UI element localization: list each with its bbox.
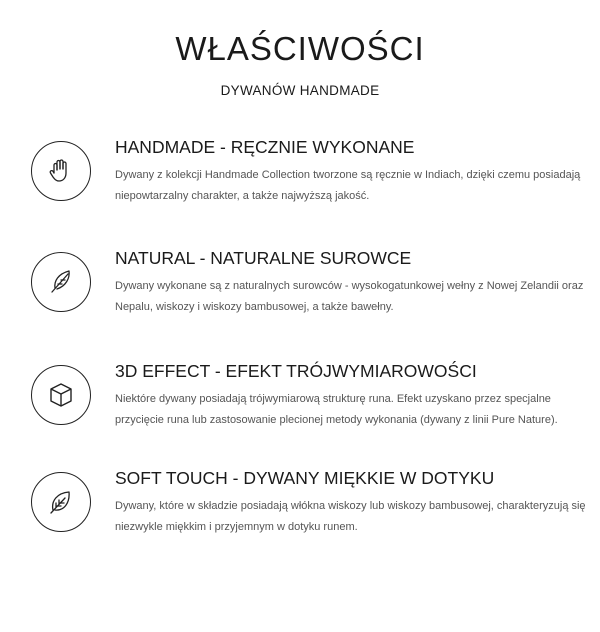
feature-description: Dywany wykonane są z naturalnych surowców - wysokogatunkowej wełny z Nowej Zelandii oraz Nepalu, wiskozy i wiskozy bambusowej, a także bawełny. bbox=[115, 280, 584, 313]
page-title: WŁAŚCIWOŚCI bbox=[175, 30, 425, 67]
feature-title: NATURAL - NATURALNE SUROWCE bbox=[115, 248, 412, 268]
feature-description: Niektóre dywany posiadają trójwymiarową strukturę runa. Efekt uzyskano przez specjalne przycięcie runa lub zastosowanie plecionej metody wykonania (dywany z linii Pure Nature). bbox=[115, 393, 558, 426]
feather-icon bbox=[31, 252, 91, 312]
hand-icon bbox=[31, 141, 91, 201]
feature-title: SOFT TOUCH - DYWANY MIĘKKIE W DOTYKU bbox=[115, 468, 495, 488]
feature-item-soft-touch bbox=[31, 468, 591, 552]
cube-icon bbox=[31, 365, 91, 425]
page-subtitle: DYWANÓW HANDMADE bbox=[220, 83, 380, 98]
feature-description: Dywany, które w składzie posiadają włókna wiskozy lub wiskozy bambusowej, charakteryzują się niezwykle miękkim i przyjemnym w dotyku runem. bbox=[115, 500, 586, 533]
feature-item-natural bbox=[31, 248, 591, 332]
feature-title: 3D EFFECT - EFEKT TRÓJWYMIAROWOŚCI bbox=[115, 361, 477, 381]
feature-item-3d-effect bbox=[31, 361, 591, 445]
feature-item-handmade bbox=[31, 137, 591, 221]
feature-title: HANDMADE - RĘCZNIE WYKONANE bbox=[115, 137, 415, 157]
feature-description: Dywany z kolekcji Handmade Collection tworzone są ręcznie w Indiach, dzięki czemu posiadają niepowtarzalny charakter, a także najwyższą jakość. bbox=[115, 169, 581, 202]
leaf-icon bbox=[31, 472, 91, 532]
